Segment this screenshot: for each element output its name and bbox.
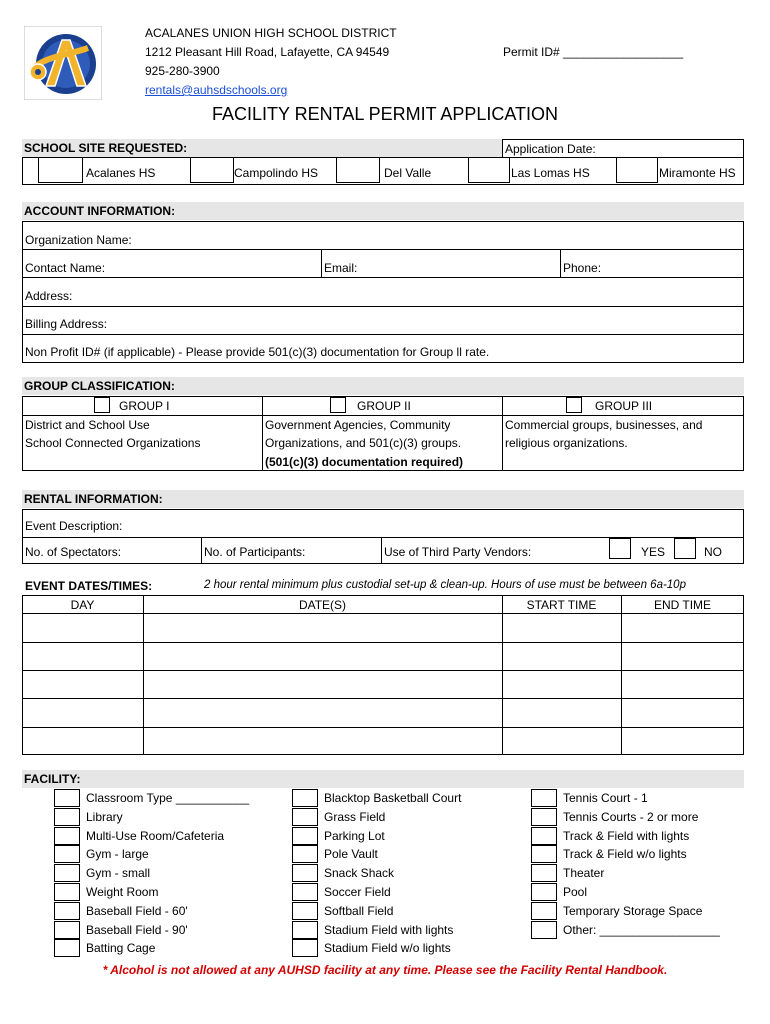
checkbox-facility[interactable] — [292, 827, 318, 845]
checkbox-facility[interactable] — [531, 827, 557, 845]
email-field[interactable]: Email: — [324, 261, 358, 275]
divider — [381, 537, 382, 564]
divider — [22, 277, 744, 278]
group-2-line-3: (501(c)(3) documentation required) — [265, 455, 464, 469]
checkbox-facility[interactable] — [292, 939, 318, 957]
facility-item: Grass Field — [324, 810, 386, 824]
divider — [321, 249, 322, 277]
checkbox-vendors-no[interactable] — [674, 538, 696, 559]
participants-field[interactable]: No. of Participants: — [204, 545, 306, 559]
application-date-field[interactable] — [502, 139, 744, 157]
checkbox-facility[interactable] — [292, 808, 318, 826]
district-name: ACALANES UNION HIGH SCHOOL DISTRICT — [145, 26, 397, 40]
facility-item: Batting Cage — [86, 941, 156, 955]
divider — [560, 249, 561, 277]
divider — [502, 595, 503, 755]
facility-item: Weight Room — [86, 885, 159, 899]
group-1-title: GROUP I — [119, 399, 170, 413]
divider — [201, 537, 202, 564]
alcohol-notice: * Alcohol is not allowed at any AUHSD facility at any time. Please see the Facility Rental Handbook. — [102, 963, 668, 977]
checkbox-facility[interactable] — [292, 902, 318, 920]
nonprofit-id-field[interactable]: Non Profit ID# (if applicable) - Please provide 501(c)(3) documentation for Group ll rate. — [25, 345, 490, 359]
col-end-time: END TIME — [653, 598, 712, 612]
checkbox-facility[interactable] — [531, 902, 557, 920]
site-campolindo: Campolindo HS — [234, 166, 319, 180]
group-classification-heading: GROUP CLASSIFICATION: — [24, 379, 175, 393]
checkbox-acalanes[interactable] — [38, 157, 83, 183]
event-dates-note: 2 hour rental minimum plus custodial set-up & clean-up. Hours of use must be between 6a-10p — [204, 579, 686, 591]
site-del-valle: Del Valle — [384, 166, 432, 180]
divider — [22, 415, 744, 416]
facility-item: Blacktop Basketball Court — [324, 791, 462, 805]
checkbox-facility[interactable] — [531, 789, 557, 807]
divider — [22, 334, 744, 335]
facility-item: Track & Field with lights — [563, 829, 690, 843]
col-dates: DATE(S) — [298, 598, 347, 612]
phone-field[interactable]: Phone: — [563, 261, 602, 275]
facility-item: Classroom Type ___________ — [86, 791, 250, 805]
group-2-line-1: Government Agencies, Community — [265, 418, 451, 432]
checkbox-del-valle[interactable] — [336, 157, 380, 183]
checkbox-facility[interactable] — [54, 808, 80, 826]
event-dates-heading: EVENT DATES/TIMES: — [25, 579, 153, 593]
facility-item: Soccer Field — [324, 885, 391, 899]
facility-heading: FACILITY: — [24, 772, 81, 786]
group-1-line-1: District and School Use — [25, 418, 150, 432]
billing-address-field[interactable]: Billing Address: — [25, 317, 108, 331]
page-title: FACILITY RENTAL PERMIT APPLICATION — [211, 104, 559, 124]
checkbox-las-lomas[interactable] — [468, 157, 510, 183]
district-address: 1212 Pleasant Hill Road, Lafayette, CA 94549 — [145, 45, 390, 59]
school-site-bar — [22, 139, 502, 157]
contact-name-field[interactable]: Contact Name: — [25, 261, 106, 275]
divider — [22, 613, 744, 614]
checkbox-facility[interactable] — [54, 921, 80, 939]
checkbox-facility[interactable] — [54, 827, 80, 845]
spectators-field[interactable]: No. of Spectators: — [25, 545, 122, 559]
vendors-label: Use of Third Party Vendors: — [384, 545, 532, 559]
facility-item: Pole Vault — [324, 847, 378, 861]
site-miramonte: Miramonte HS — [659, 166, 736, 180]
group-3-line-2: religious organizations. — [505, 436, 628, 450]
divider — [502, 396, 503, 471]
facility-item: Stadium Field with lights — [324, 923, 454, 937]
checkbox-group-3[interactable] — [566, 397, 582, 413]
checkbox-facility[interactable] — [54, 845, 80, 863]
col-day: DAY — [70, 598, 95, 612]
col-start-time: START TIME — [526, 598, 597, 612]
checkbox-campolindo[interactable] — [190, 157, 234, 183]
facility-item: Library — [86, 810, 123, 824]
group-1-line-2: School Connected Organizations — [25, 436, 201, 450]
checkbox-facility[interactable] — [531, 808, 557, 826]
facility-item: Snack Shack — [324, 866, 395, 880]
account-info-heading: ACCOUNT INFORMATION: — [24, 204, 176, 218]
vendors-yes-label: YES — [641, 545, 666, 559]
checkbox-facility[interactable] — [531, 883, 557, 901]
checkbox-facility[interactable] — [54, 883, 80, 901]
facility-item: Parking Lot — [324, 829, 385, 843]
district-logo — [24, 26, 102, 100]
checkbox-facility[interactable] — [292, 883, 318, 901]
checkbox-facility[interactable] — [292, 789, 318, 807]
divider — [22, 670, 744, 671]
school-site-heading: SCHOOL SITE REQUESTED: — [24, 141, 188, 155]
district-phone: 925-280-3900 — [145, 64, 220, 78]
checkbox-miramonte[interactable] — [616, 157, 658, 183]
facility-item: Stadium Field w/o lights — [324, 941, 451, 955]
facility-item: Tennis Courts - 2 or more — [563, 810, 699, 824]
facility-item: Gym - large — [86, 847, 149, 861]
facility-item: Tennis Court - 1 — [563, 791, 648, 805]
divider — [621, 595, 622, 755]
divider — [22, 727, 744, 728]
divider — [262, 396, 263, 471]
checkbox-vendors-yes[interactable] — [609, 538, 631, 559]
account-info-bar — [22, 202, 744, 220]
divider — [22, 537, 744, 538]
application-date-label: Application Date: — [505, 142, 596, 156]
divider — [22, 306, 744, 307]
vendors-no-label: NO — [704, 545, 722, 559]
checkbox-facility[interactable] — [531, 845, 557, 863]
divider — [22, 698, 744, 699]
checkbox-group-2[interactable] — [330, 397, 346, 413]
facility-item: Gym - small — [86, 866, 150, 880]
address-field[interactable]: Address: — [25, 289, 73, 303]
checkbox-facility[interactable] — [531, 864, 557, 882]
checkbox-facility[interactable] — [54, 902, 80, 920]
checkbox-facility[interactable] — [292, 864, 318, 882]
facility-item: Track & Field w/o lights — [563, 847, 687, 861]
divider — [22, 642, 744, 643]
group-2-title: GROUP II — [357, 399, 411, 413]
facility-item: Multi-Use Room/Cafeteria — [86, 829, 225, 843]
checkbox-group-1[interactable] — [94, 397, 110, 413]
site-las-lomas: Las Lomas HS — [511, 166, 590, 180]
permit-id-field: Permit ID# __________________ — [503, 45, 684, 59]
checkbox-facility[interactable] — [292, 845, 318, 863]
organization-name-field[interactable]: Organization Name: — [25, 233, 132, 247]
group-2-line-2: Organizations, and 501(c)(3) groups. — [265, 436, 462, 450]
rental-info-bar — [22, 490, 744, 508]
checkbox-facility[interactable] — [54, 864, 80, 882]
facility-item: Baseball Field - 90' — [86, 923, 188, 937]
facility-item: Pool — [563, 885, 588, 899]
facility-item: Theater — [563, 866, 605, 880]
checkbox-facility[interactable] — [531, 921, 557, 939]
facility-item: Baseball Field - 60' — [86, 904, 188, 918]
facility-bar — [22, 770, 744, 788]
divider — [22, 249, 744, 250]
event-dates-table — [22, 595, 744, 755]
site-acalanes: Acalanes HS — [86, 166, 156, 180]
checkbox-facility[interactable] — [54, 939, 80, 957]
checkbox-facility[interactable] — [292, 921, 318, 939]
divider — [143, 595, 144, 755]
facility-item: Other: __________________ — [563, 923, 720, 937]
group-3-title: GROUP III — [595, 399, 653, 413]
group-3-line-1: Commercial groups, businesses, and — [505, 418, 703, 432]
rental-info-heading: RENTAL INFORMATION: — [24, 492, 163, 506]
facility-item: Temporary Storage Space — [563, 904, 703, 918]
checkbox-facility[interactable] — [54, 789, 80, 807]
district-email-link[interactable]: rentals@auhsdschools.org — [145, 83, 288, 97]
facility-item: Softball Field — [324, 904, 394, 918]
group-classification-bar — [22, 377, 744, 395]
event-description-field[interactable]: Event Description: — [25, 519, 123, 533]
